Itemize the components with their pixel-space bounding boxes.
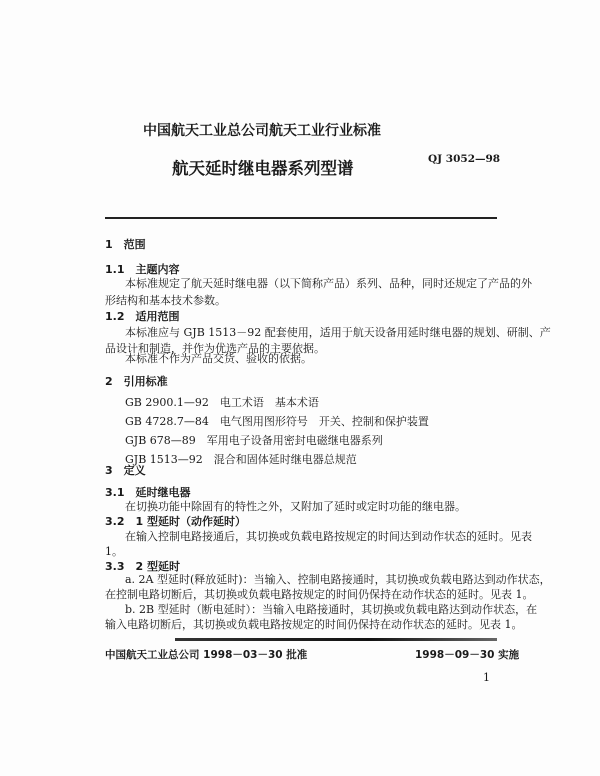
effective-date: 1998－09－30 实施: [415, 649, 520, 661]
header-rule: [105, 217, 497, 219]
section-heading: 1.2 适用范围: [105, 310, 180, 323]
reference-item: GJB 1513—92 混合和固体延时继电器总规范: [125, 453, 357, 466]
paragraph-line: 在输入控制电路接通后，其切换或负载电路按规定的时间达到动作状态的延时。见表: [125, 530, 532, 543]
org-standard-heading: 中国航天工业总公司航天工业行业标准: [143, 123, 381, 139]
footer-rule: [175, 638, 497, 641]
document-title: 航天延时继电器系列型谱: [172, 159, 354, 178]
reference-item: GB 2900.1—92 电工术语 基本术语: [125, 396, 319, 409]
reference-item: GB 4728.7—84 电气图用图形符号 开关、控制和保护装置: [125, 415, 429, 428]
section-heading: 3 定义: [105, 464, 146, 477]
paragraph-line: b. 2B 型延时（断电延时）：当输入电路接通时，其切换或负载电路达到动作状态，在: [125, 603, 538, 616]
paragraph-line: 形结构和基本技术参数。: [105, 294, 226, 307]
approval-date: 中国航天工业总公司 1998－03－30 批准: [105, 649, 308, 661]
section-heading: 1 范围: [105, 238, 146, 251]
section-heading: 3.1 延时继电器: [105, 486, 191, 499]
paragraph-line: 本标准应与 GJB 1513－92 配套使用，适用于航天设备用延时继电器的规划、研制、产: [125, 326, 551, 339]
page-number: 1: [483, 671, 490, 684]
paragraph-line: 在切换功能中除固有的特性之外，又附加了延时或定时功能的继电器。: [125, 500, 466, 513]
paragraph-line: a. 2A 型延时(释放延时)：当输入、控制电路接通时，其切换或负载电路达到动作状态，: [125, 573, 551, 586]
reference-item: GJB 678—89 军用电子设备用密封电磁继电器系列: [125, 434, 383, 447]
paragraph-line: 在控制电路切断后，其切换或负载电路按规定的时间仍保持在动作状态的延时。见表 1。: [105, 588, 534, 601]
paragraph-line: 输入电路切断后，其切换或负载电路按规定的时间仍保持在动作状态的延时。见表 1。: [105, 618, 523, 631]
paragraph-line: 品设计和制造，并作为优选产品的主要依据。: [105, 342, 325, 355]
standard-code: QJ 3052—98: [428, 153, 501, 165]
section-heading: 2 引用标准: [105, 375, 168, 388]
section-heading: 3.3 2 型延时: [105, 560, 180, 573]
section-heading: 1.1 主题内容: [105, 263, 180, 276]
paragraph-line: 1。: [105, 545, 123, 558]
paragraph-line: 本标准规定了航天延时继电器（以下简称产品）系列、品种，同时还规定了产品的外: [125, 277, 532, 290]
paragraph-line: 本标准不作为产品交货、验收的依据。: [125, 352, 312, 365]
section-heading: 3.2 1 型延时（动作延时）: [105, 515, 246, 528]
